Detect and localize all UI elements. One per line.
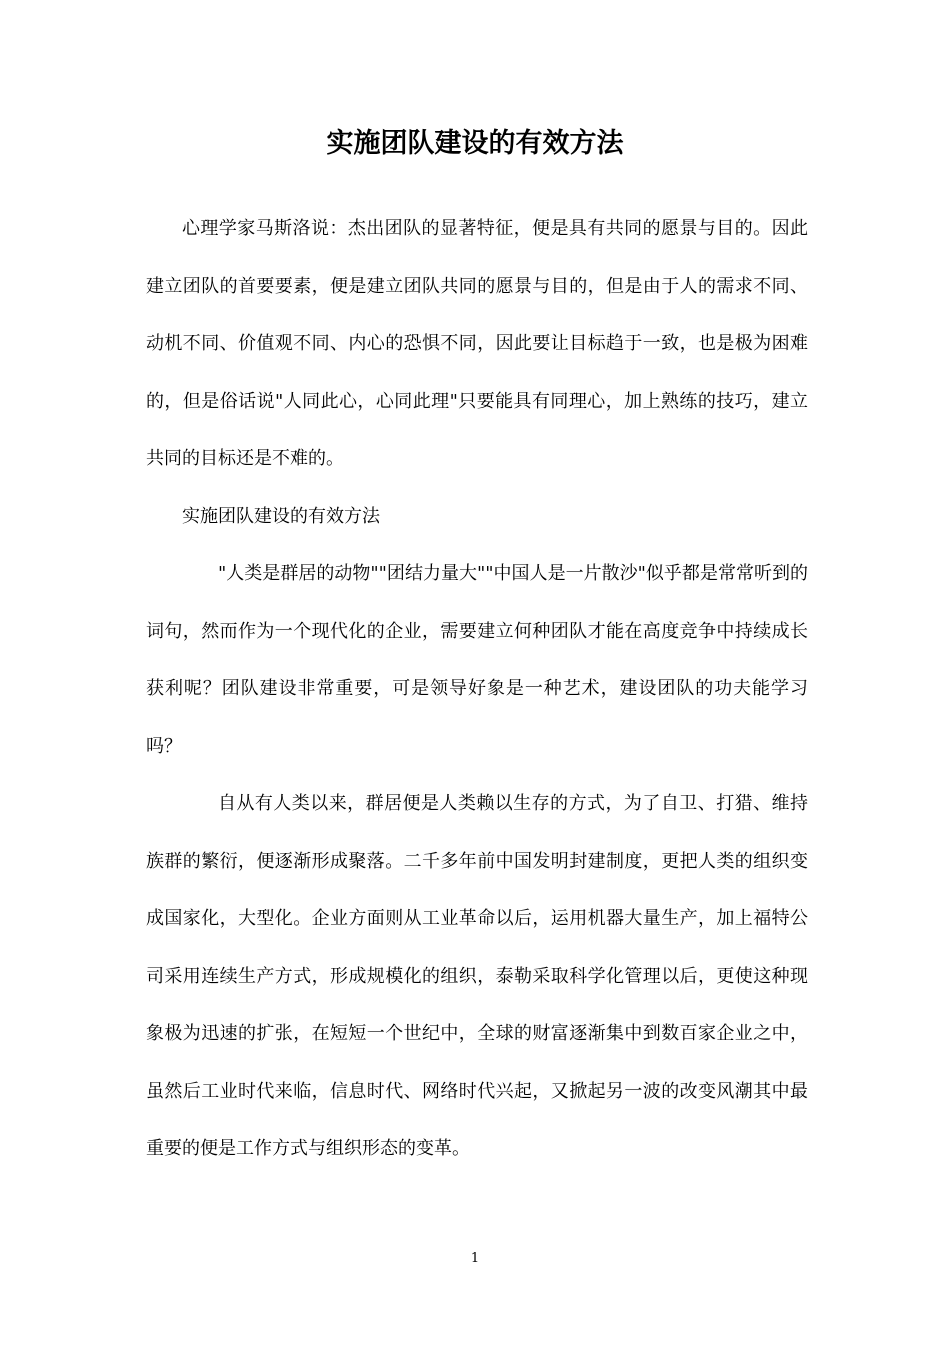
- paragraph-intro: 心理学家马斯洛说：杰出团队的显著特征，便是具有共同的愿景与目的。因此建立团队的首要要素，便是建立团队共同的愿景与目的，但是由于人的需求不同、动机不同、价值观不同、内心的恐惧不同，因此要让目标趋于一致，也是极为困难的，但是俗话说"人同此心，心同此理"只要能具有同理心，加上熟练的技巧，建立共同的目标还是不难的。: [146, 218, 808, 469]
- paragraph-history: 自从有人类以来，群居便是人类赖以生存的方式，为了自卫、打猎、维持族群的繁衍，便逐渐形成聚落。二千多年前中国发明封建制度，更把人类的组织变成国家化，大型化。企业方面则从工业革命以后，运用机器大量生产，加上福特公司采用连续生产方式，形成规模化的组织，泰勒采取科学化管理以后，更使这种现象极为迅速的扩张，在短短一个世纪中，全球的财富逐渐集中到数百家企业之中，虽然后工业时代来临，信息时代、网络时代兴起，又掀起另一波的改变风潮其中最重要的便是工作方式与组织形态的变革。: [146, 793, 808, 1159]
- document-title: 实施团队建设的有效方法: [326, 128, 624, 159]
- section-heading: 实施团队建设的有效方法: [182, 505, 380, 527]
- paragraph-team-question: "人类是群居的动物""团结力量大""中国人是一片散沙"似乎都是常常听到的词句，然而作为一个现代化的企业，需要建立何种团队才能在高度竞争中持续成长获利呢？团队建设非常重要，可是领导好象是一种艺术，建设团队的功夫能学习吗？: [146, 563, 808, 757]
- document-body: [146, 200, 808, 1178]
- page-number: 1: [470, 1251, 480, 1266]
